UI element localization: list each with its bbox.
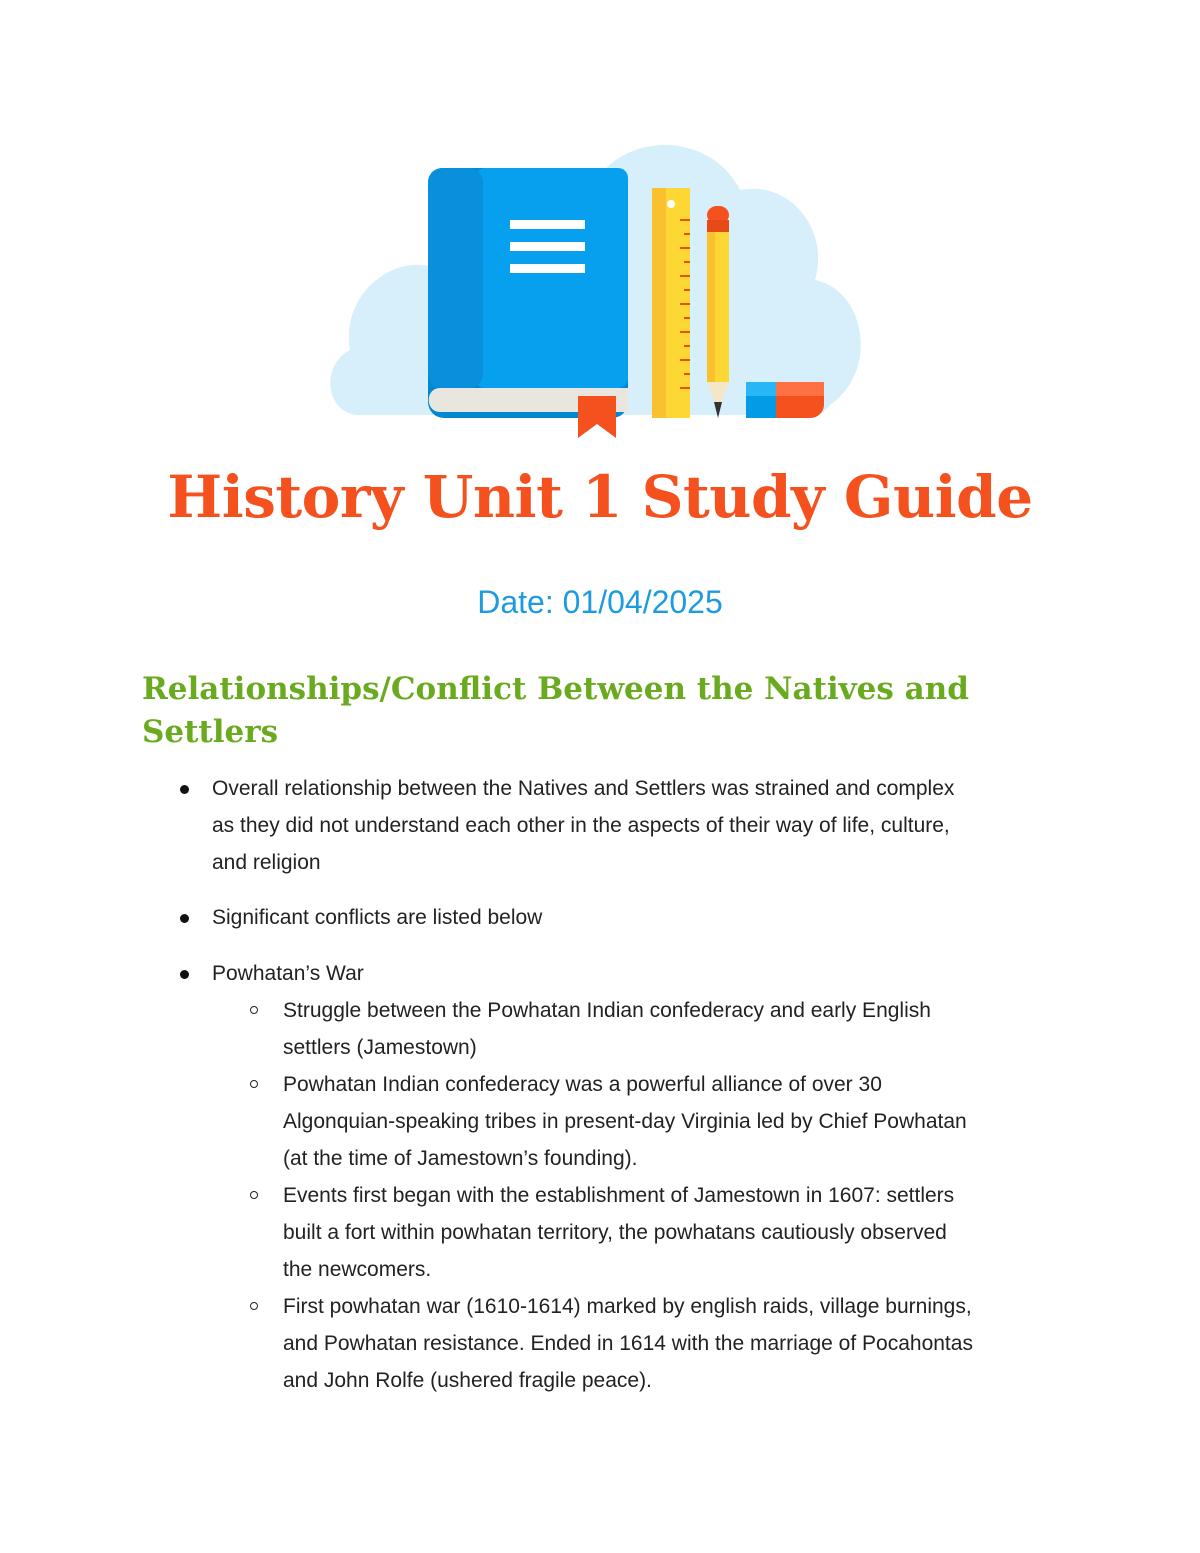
text-line: Powhatan Indian confederacy was a powerful alliance of over 30 [283,1073,882,1096]
sub-list-item [142,1177,1072,1288]
list-item [142,955,1072,1399]
section-heading [142,668,1042,754]
sub-list-item [142,1288,1072,1399]
eraser-icon [746,382,824,418]
list-item-text [212,899,1072,936]
text-line: the newcomers. [283,1258,432,1281]
bullet-dot-icon [180,785,189,794]
list-item [142,899,1072,936]
text-line: Overall relationship between the Natives and Settlers was strained and complex [212,777,955,800]
sub-list [142,992,1072,1399]
book-icon [428,168,628,418]
text-line: and religion [212,851,321,874]
text-line: (at the time of Jamestown’s founding). [283,1147,638,1170]
text-line: and John Rolfe (ushered fragile peace). [283,1369,652,1392]
text-line: settlers (Jamestown) [283,1036,477,1059]
ruler-icon [652,188,690,418]
bullet-list-1 [142,770,1072,881]
hollow-bullet-icon [250,1080,258,1088]
sub-list-item [142,1066,1072,1177]
sub-list-item [142,992,1072,1066]
text-line: Powhatan’s War [212,962,364,985]
hollow-bullet-icon [250,1006,258,1014]
text-line: First powhatan war (1610-1614) marked by english raids, village burnings, [283,1295,972,1318]
text-line: Algonquian-speaking tribes in present-day Virginia led by Chief Powhatan [283,1110,967,1133]
date-text: Date: 01/04/2025 [477,584,723,620]
text-line: Struggle between the Powhatan Indian confederacy and early English [283,999,931,1022]
text-line: as they did not understand each other in the aspects of their way of life, culture, [212,814,950,837]
sub-list-item-text [283,1177,1072,1288]
sub-list-item-text [283,1066,1072,1177]
list-item [142,770,1072,881]
text-line: and Powhatan resistance. Ended in 1614 with the marriage of Pocahontas [283,1332,973,1355]
list-item-text [212,770,1072,881]
section-heading-line-1: Relationships/Conflict Between the Natives and [142,671,969,707]
hollow-bullet-icon [250,1191,258,1199]
bookmark-icon [578,396,616,438]
list-item-text [212,955,1072,992]
page-title: History Unit 1 Study Guide [167,463,1033,531]
bullet-dot-icon [180,970,189,979]
hollow-bullet-icon [250,1302,258,1310]
section-heading-line-2: Settlers [142,714,279,750]
text-line: Events first began with the establishment of Jamestown in 1607: settlers [283,1184,955,1207]
bullet-list-2 [142,899,1072,936]
text-line: built a fort within powhatan territory, the powhatans cautiously observed [283,1221,947,1244]
bullet-dot-icon [180,914,189,923]
text-line: Significant conflicts are listed below [212,906,543,929]
bullet-list-3 [142,955,1072,1399]
sub-list-item-text [283,1288,1072,1399]
header-illustration [320,120,880,440]
pencil-icon [707,206,729,418]
sub-list-item-text [283,992,1072,1066]
